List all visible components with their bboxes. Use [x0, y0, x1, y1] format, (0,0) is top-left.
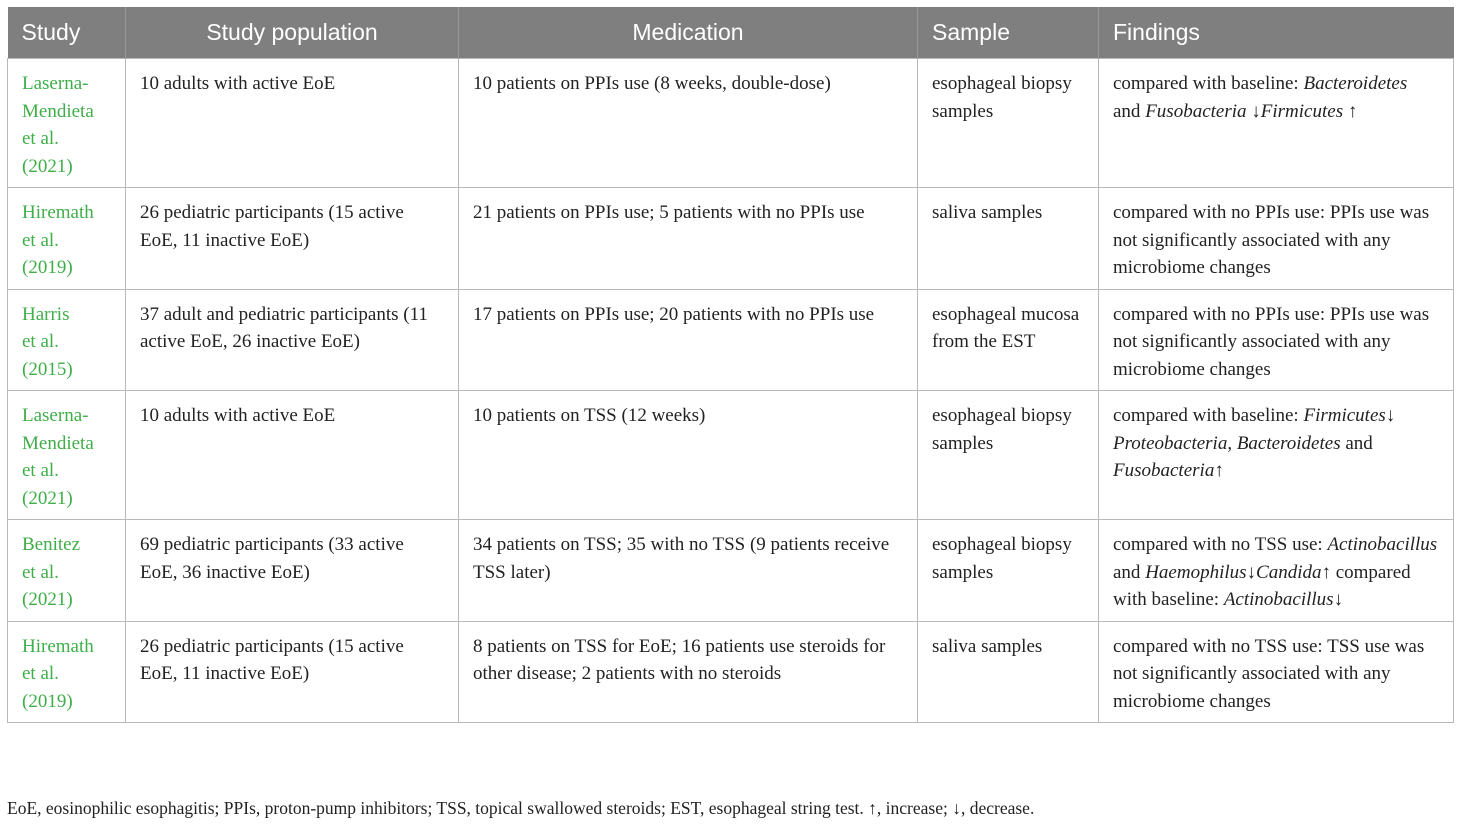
medication-cell: 10 patients on PPIs use (8 weeks, double-dose) [459, 59, 918, 188]
header-sample: Sample [918, 7, 1099, 59]
population-cell: 10 adults with active EoE [126, 59, 459, 188]
sample-cell: esophageal mucosa from the EST [918, 289, 1099, 391]
sample-cell: esophageal biopsy samples [918, 520, 1099, 622]
header-row [8, 7, 1454, 59]
header-population: Study population [126, 7, 459, 59]
findings-text: ↑ [1343, 100, 1358, 122]
table-footnote: EoE, eosinophilic esophagitis; PPIs, proton-pump inhibitors; TSS, topical swallowed steroids; EST, esophageal string test. ↑, increase; ↓, decrease. [7, 798, 1035, 818]
findings-text: compared with no PPIs use: PPIs use was not significantly associated with any microbiome changes [1113, 303, 1430, 380]
header-medication: Medication [459, 7, 918, 59]
taxon-name: Haemophilus [1145, 561, 1247, 583]
table-row [8, 59, 1454, 188]
medication-cell: 17 patients on PPIs use; 20 patients with no PPIs use [459, 289, 918, 391]
findings-cell [1099, 59, 1454, 188]
taxon-name: Firmicutes [1260, 100, 1344, 122]
taxon-name: Proteobacteria [1113, 432, 1228, 454]
findings-text: , [1227, 432, 1237, 454]
study-citation-link[interactable] [8, 621, 126, 723]
findings-text: ↓ [1246, 561, 1257, 583]
table-row [8, 188, 1454, 290]
findings-cell [1099, 289, 1454, 391]
study-citation-line: Benitez [22, 534, 81, 555]
findings-text: compared with baseline: [1113, 73, 1304, 94]
medication-cell: 10 patients on TSS (12 weeks) [459, 391, 918, 520]
study-citation-link[interactable] [8, 391, 126, 520]
sample-cell: saliva samples [918, 188, 1099, 290]
findings-text: ↓ [1246, 100, 1261, 122]
taxon-name: Actinobacillus [1327, 534, 1438, 555]
findings-text: compared with baseline: [1113, 405, 1304, 426]
population-cell: 69 pediatric participants (33 active EoE, 36 inactive EoE) [126, 520, 459, 622]
table-container [7, 7, 1453, 723]
sample-cell: esophageal biopsy samples [918, 391, 1099, 520]
study-citation-link[interactable] [8, 188, 126, 290]
medication-cell: 34 patients on TSS; 35 with no TSS (9 patients receive TSS later) [459, 520, 918, 622]
study-citation-line: et al. [22, 460, 59, 481]
table-row [8, 621, 1454, 723]
taxon-name: Bacteroidetes [1236, 432, 1341, 454]
table-row [8, 520, 1454, 622]
table-body [8, 59, 1454, 723]
header-study: Study [8, 7, 126, 59]
study-citation-line: (2021) [22, 487, 73, 509]
study-citation-line: (2021) [22, 155, 73, 177]
medication-cell: 8 patients on TSS for EoE; 16 patients use steroids for other disease; 2 patients with no steroids [459, 621, 918, 723]
study-citation-line: et al. [22, 229, 59, 251]
findings-cell [1099, 391, 1454, 520]
population-cell: 26 pediatric participants (15 active EoE, 11 inactive EoE) [126, 188, 459, 290]
taxon-name: Fusobacteria [1145, 100, 1247, 122]
study-citation-line: et al. [22, 561, 59, 583]
study-citation-line: (2019) [22, 257, 73, 278]
sample-cell: saliva samples [918, 621, 1099, 723]
study-citation-line: et al. [22, 663, 59, 684]
findings-text: and [1113, 100, 1146, 122]
medication-cell: 21 patients on PPIs use; 5 patients with no PPIs use [459, 188, 918, 290]
study-citation-line: et al. [22, 128, 59, 149]
sample-cell: esophageal biopsy samples [918, 59, 1099, 188]
findings-text: ↓ [1385, 405, 1396, 426]
study-citation-line: Laserna- [22, 405, 89, 426]
study-citation-line: Harris [22, 303, 70, 325]
study-citation-link[interactable] [8, 289, 126, 391]
findings-cell [1099, 520, 1454, 622]
findings-text: compared with no PPIs use: PPIs use was not significantly associated with any microbiome changes [1113, 202, 1430, 278]
header-findings: Findings [1099, 7, 1454, 59]
study-citation-line: Mendieta [22, 432, 94, 454]
taxon-name: Fusobacteria [1113, 460, 1215, 481]
study-citation-line: Laserna- [22, 73, 89, 94]
study-citation-line: Mendieta [22, 100, 94, 122]
table-row [8, 289, 1454, 391]
study-table [7, 7, 1454, 723]
taxon-name: Actinobacillus [1223, 589, 1334, 610]
population-cell: 10 adults with active EoE [126, 391, 459, 520]
findings-cell [1099, 188, 1454, 290]
study-citation-line: Hiremath [22, 202, 94, 223]
population-cell: 37 adult and pediatric participants (11 active EoE, 26 inactive EoE) [126, 289, 459, 391]
study-citation-line: (2015) [22, 358, 73, 380]
findings-text: ↑ [1214, 460, 1224, 481]
study-citation-line: (2019) [22, 690, 73, 712]
findings-cell [1099, 621, 1454, 723]
study-citation-link[interactable] [8, 520, 126, 622]
taxon-name: Bacteroidetes [1303, 73, 1408, 94]
study-citation-line: Hiremath [22, 635, 94, 657]
taxon-name: Candida [1256, 561, 1322, 583]
findings-text: ↑ compared with baseline: [1113, 561, 1411, 610]
population-cell: 26 pediatric participants (15 active EoE, 11 inactive EoE) [126, 621, 459, 723]
findings-text: compared with no TSS use: TSS use was not significantly associated with any microbiome changes [1113, 635, 1425, 712]
table-row [8, 391, 1454, 520]
findings-text: and [1113, 561, 1146, 583]
findings-text: compared with no TSS use: [1113, 534, 1328, 555]
study-citation-link[interactable] [8, 59, 126, 188]
findings-text: and [1340, 432, 1373, 454]
findings-text: ↓ [1333, 589, 1344, 610]
study-citation-line: (2021) [22, 589, 73, 610]
taxon-name: Firmicutes [1303, 405, 1386, 426]
study-citation-line: et al. [22, 331, 59, 352]
